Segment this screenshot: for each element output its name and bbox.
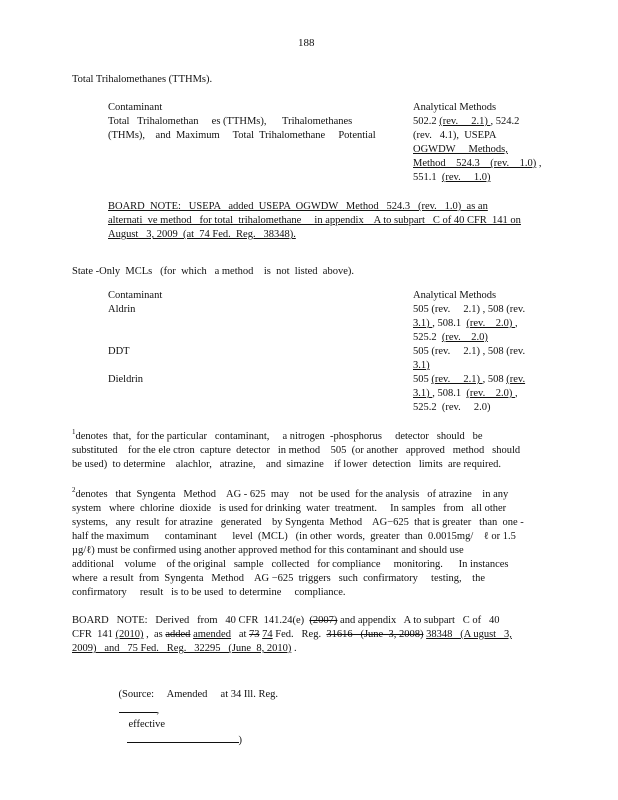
methods-line bbox=[413, 157, 542, 171]
text-run: , bbox=[514, 388, 518, 399]
footnote-2 bbox=[72, 488, 524, 600]
footnote-text: additional volume of the original sample collected for compliance monitoring. In instances bbox=[72, 559, 509, 570]
board-note-line: August 3, 2009 (at 74 Fed. Reg. 38348). bbox=[108, 229, 296, 240]
contaminant-name: Aldrin bbox=[108, 304, 136, 315]
methods-line bbox=[413, 303, 525, 317]
footnote-text: denotes that, for the particular contaminant, a nitrogen -phosphorus detector should be bbox=[75, 431, 483, 442]
source-prefix: (Source: Amended at 34 Ill. Reg. bbox=[118, 689, 279, 700]
text-run: (rev. 4.1), USEPA bbox=[413, 130, 497, 141]
contaminant-name: Dieldrin bbox=[108, 374, 143, 385]
text-run: , 508 bbox=[482, 374, 507, 385]
page-number: 188 bbox=[298, 37, 315, 49]
text-run: 551.1 bbox=[413, 172, 442, 183]
footnote-line bbox=[72, 502, 524, 516]
text-run: 525.2 (rev. 2.0) bbox=[413, 402, 491, 413]
text-run: , 508.1 bbox=[432, 318, 467, 329]
methods-line bbox=[413, 115, 542, 129]
source-separator: , bbox=[156, 705, 160, 716]
inserted-text: 2009) and 75 Fed. Reg. 32295 (June 8, 2010) bbox=[72, 643, 292, 654]
section-heading-state-mcls: State -Only MCLs (for which a method is not listed above). bbox=[72, 266, 354, 277]
footnote-text: half the maximum contaminant level (MCL) (in other words, greater than 0.0015mg/ ℓ or 1.5 bbox=[72, 531, 516, 542]
text-run: . bbox=[291, 643, 297, 654]
board-note-line bbox=[72, 614, 512, 628]
effective-date-blank bbox=[127, 732, 239, 743]
source-effective: effective bbox=[128, 719, 166, 730]
text-run: 525.2 bbox=[413, 332, 442, 343]
methods-line bbox=[413, 317, 525, 331]
source-close: ) bbox=[238, 735, 242, 746]
inserted-text: OGWDW Methods, bbox=[413, 144, 508, 155]
text-run: , bbox=[514, 318, 518, 329]
footnote-line bbox=[72, 530, 524, 544]
methods-line bbox=[413, 171, 542, 185]
contaminant-line: (THMs), and Maximum Total Trihalomethane Potential bbox=[108, 130, 376, 141]
footnote-line bbox=[72, 572, 524, 586]
footnote-1 bbox=[72, 430, 520, 472]
inserted-text: 3.1) bbox=[413, 388, 433, 399]
methods-cell bbox=[413, 373, 525, 415]
inserted-text: (rev. 2.0) bbox=[466, 388, 515, 399]
column-header-methods: Analytical Methods bbox=[413, 102, 497, 113]
inserted-text: amended bbox=[193, 629, 231, 640]
text-run: 505 (rev. 2.1) , 508 (rev. bbox=[413, 304, 526, 315]
methods-cell bbox=[413, 303, 525, 345]
inserted-text: (rev. 2.1) bbox=[431, 374, 483, 385]
board-note-line: BOARD NOTE: USEPA added USEPA OGWDW Method 524.3 (rev. 1.0) as an bbox=[108, 201, 488, 212]
footnote-text: system where chlorine dioxide is used for drinking water treatment. In samples from all other bbox=[72, 503, 507, 514]
board-note-derived bbox=[72, 614, 512, 656]
text-run: 502.2 bbox=[413, 116, 440, 127]
inserted-text: 38348 (A ugust 3, bbox=[426, 629, 512, 640]
footnote-line bbox=[72, 444, 520, 458]
footnote-text: confirmatory result is to be used to determine compliance. bbox=[72, 587, 346, 598]
text-run: BOARD NOTE: Derived from 40 CFR 141.24(e) bbox=[72, 615, 310, 626]
footnote-text: denotes that Syngenta Method AG - 625 may not be used for the analysis of atrazine in any bbox=[75, 489, 509, 500]
deleted-text: added bbox=[165, 629, 191, 640]
inserted-text: 3.1) bbox=[413, 318, 433, 329]
section-heading-tthm: Total Trihalomethanes (TTHMs). bbox=[72, 74, 213, 85]
footnote-line bbox=[72, 430, 520, 444]
inserted-text: (2010) bbox=[115, 629, 144, 640]
methods-line bbox=[413, 373, 525, 387]
deleted-text: 73 bbox=[249, 629, 260, 640]
inserted-text: (rev. 2.0) bbox=[466, 318, 515, 329]
inserted-text: Method 524.3 (rev. 1.0) bbox=[413, 158, 537, 169]
methods-line bbox=[413, 359, 525, 373]
footnote-text: µg/ℓ) must be confirmed using another approved method for this contaminant and should use bbox=[72, 545, 464, 556]
methods-line bbox=[413, 345, 525, 359]
footnote-text: where a result from Syngenta Method AG −625 triggers such confirmatory testing, the bbox=[72, 573, 486, 584]
footnote-line bbox=[72, 516, 524, 530]
deleted-text: (2007) bbox=[309, 615, 338, 626]
footnote-line bbox=[72, 586, 524, 600]
footnote-text: be used) to determine alachlor, atrazine, and simazine if lower detection limits are required. bbox=[72, 459, 502, 470]
footnote-line bbox=[72, 458, 520, 472]
footnote-text: substituted for the ele ctron capture detector in method 505 (or another approved method should bbox=[72, 445, 521, 456]
methods-line bbox=[413, 143, 542, 157]
methods-cell bbox=[413, 345, 525, 373]
deleted-text: 31616 (June 3, 2008) bbox=[326, 629, 424, 640]
source-line bbox=[108, 674, 278, 762]
methods-line bbox=[413, 387, 525, 401]
text-run: , bbox=[536, 158, 542, 169]
inserted-text: (rev. 2.1) bbox=[439, 116, 491, 127]
contaminant-line: Total Trihalomethan es (TTHMs), Trihalomethanes bbox=[108, 116, 353, 127]
inserted-text: (rev. 2.0) bbox=[441, 332, 488, 343]
footnote-text: systems, any result for atrazine generated by Syngenta Method AG−625 that is greater than one - bbox=[72, 517, 524, 528]
inserted-text: (rev. bbox=[506, 374, 526, 385]
footnote-line bbox=[72, 488, 524, 502]
text-run: Fed. Reg. bbox=[272, 629, 327, 640]
text-run: , as bbox=[143, 629, 166, 640]
contaminant-name: DDT bbox=[108, 346, 130, 357]
text-run: 505 (rev. 2.1) , 508 (rev. bbox=[413, 346, 526, 357]
text-run: 505 bbox=[413, 374, 432, 385]
board-note-line bbox=[72, 642, 512, 656]
column-header-contaminant: Contaminant bbox=[108, 102, 163, 113]
text-run: , 508.1 bbox=[432, 388, 467, 399]
footnote-line bbox=[72, 558, 524, 572]
column-header-methods: Analytical Methods bbox=[413, 290, 497, 301]
board-note-line: alternati ve method for total trihalomethane in appendix A to subpart C of 40 CFR 141 on bbox=[108, 215, 521, 226]
column-header-contaminant: Contaminant bbox=[108, 290, 163, 301]
methods-cell bbox=[413, 115, 542, 185]
text-run: and appendix A to subpart C of 40 bbox=[337, 615, 500, 626]
text-run: CFR 141 bbox=[72, 629, 116, 640]
inserted-text: 3.1) bbox=[413, 360, 430, 371]
methods-line bbox=[413, 401, 525, 415]
reg-page-blank bbox=[119, 702, 157, 713]
inserted-text: 74 bbox=[262, 629, 273, 640]
inserted-text: (rev. 1.0) bbox=[441, 172, 491, 183]
text-run: at bbox=[230, 629, 250, 640]
footnote-mark: 1 bbox=[72, 428, 76, 436]
board-note-tthm bbox=[108, 200, 521, 242]
footnote-mark: 2 bbox=[72, 486, 76, 494]
footnote-line bbox=[72, 544, 524, 558]
text-run: , 524.2 bbox=[490, 116, 520, 127]
methods-line bbox=[413, 129, 542, 143]
board-note-line bbox=[72, 628, 512, 642]
methods-line bbox=[413, 331, 525, 345]
